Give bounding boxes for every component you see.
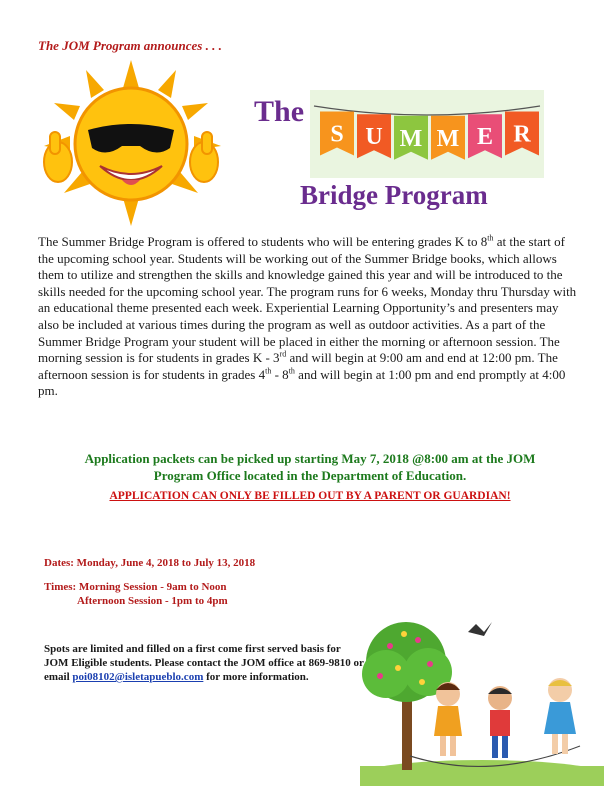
session-times [44,580,228,608]
title-bridge-program: Bridge Program [300,180,488,210]
contact-text: Spots are limited and filled on a first come first served basis for JOM Eligible students. Please contact the JOM office at 869-9810 or email [44,643,364,683]
pickup-line-2: Program Office located in the Department of Education. [153,468,467,483]
desc-part: and will begin at 1:00 pm and end promptly at 4:00 pm. [38,366,566,399]
desc-sup: th [265,366,272,376]
desc-part: and will begin at 9:00 am and end at 12:00 pm. The afternoon session is for students in grades 4 [38,350,558,382]
morning-session-time: Times: Morning Session - 9am to Noon [44,581,227,593]
desc-part: The Summer Bridge Program is offered to students who will be entering grades K to 8 [38,234,488,249]
desc-sup: th [288,366,295,376]
banner-letter: R [513,121,531,148]
child-figure [434,682,462,756]
program-dates: Dates: Monday, June 4, 2018 to July 13, 2018 [44,557,256,569]
announcement-header: The JOM Program announces . . . [38,38,222,53]
parent-guardian-warning: APPLICATION CAN ONLY BE FILLED OUT BY A PARENT OR GUARDIAN! [109,490,511,502]
desc-sup: rd [279,349,287,359]
banner-letter: S [330,121,344,148]
pickup-line-1: Application packets can be picked up starting May 7, 2018 @8:00 am at the JOM [84,451,536,466]
banner-letter: U [365,124,383,151]
contact-text: for more information. [203,671,309,683]
application-pickup-notice [50,450,570,484]
program-description [38,234,578,400]
banner-letter: E [476,124,494,151]
desc-part: - 8 [271,366,289,382]
email-link[interactable]: poi08102@isletapueblo.com [72,671,204,683]
summer-banner-illustration [310,90,544,178]
afternoon-session-time: Afternoon Session - 1pm to 4pm [77,595,228,607]
contact-info [44,642,364,684]
title-the: The [254,95,305,128]
kids-playing-illustration [360,606,604,786]
child-figure [488,686,512,758]
sun-with-sunglasses-illustration [36,58,226,228]
desc-sup: th [487,233,494,243]
child-figure [544,678,576,754]
banner-letter: M [436,125,460,152]
desc-part: at the start of the upcoming school year. Students will be working out of the Summer Bridge books, which allows them to utilize and strengthen the skills and knowledge gained this year and will be introduced to the skills needed for the upcoming school year. The program runs for 6 weeks, Monday thru Thursday with an educational theme presented each week. Experiential Learning Opportunity’s and presenters may also be included at various times during the program as well as outdoor activities. As a part of the Summer Bridge Program your student will be placed in either the morning or afternoon session. The morning session is for students in grades K - 3 [38,234,577,366]
banner-letter: M [399,125,423,152]
